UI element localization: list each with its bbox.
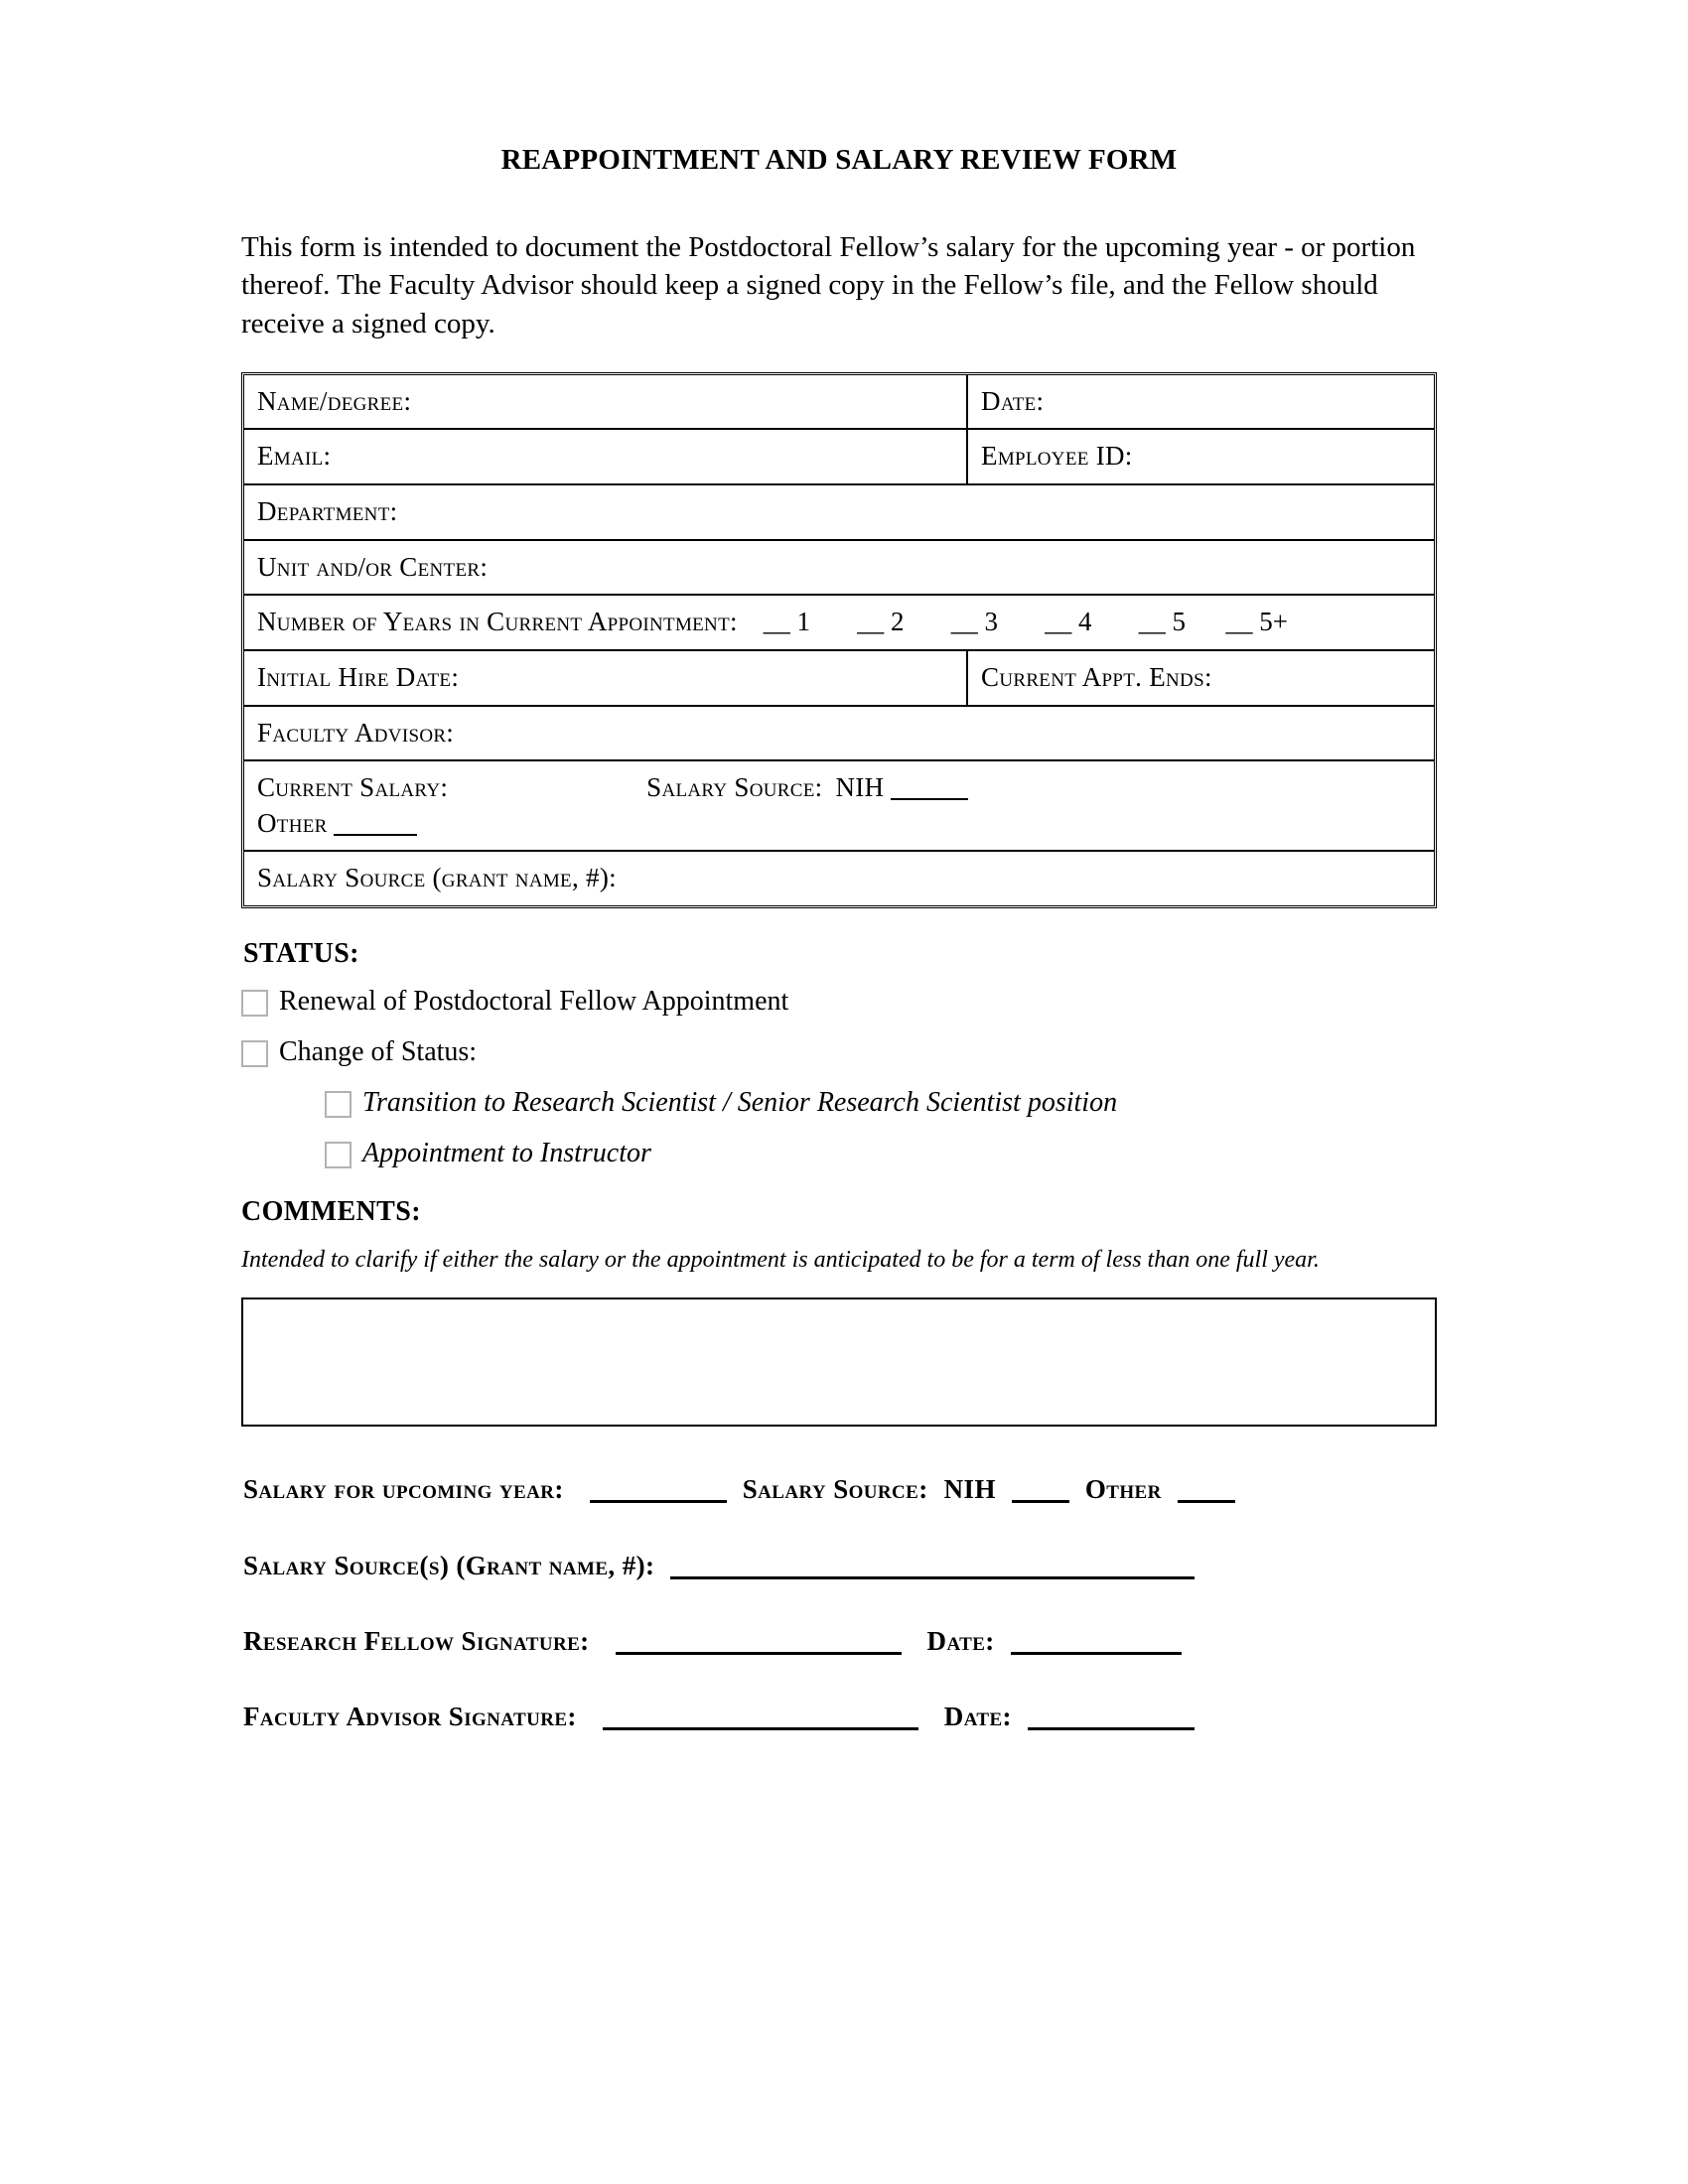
status-option-label: Renewal of Postdoctoral Fellow Appointment <box>279 986 789 1018</box>
table-row <box>244 539 1434 595</box>
research-fellow-date-label: Date: <box>926 1626 995 1657</box>
initial-hire-date-label: Initial Hire Date: <box>257 661 460 692</box>
bottom-other-blank[interactable] <box>1178 1500 1235 1503</box>
faculty-advisor-date-blank[interactable] <box>1028 1727 1195 1730</box>
salary-sources-grant-line <box>243 1547 1437 1584</box>
status-option-label: Transition to Research Scientist / Senior Research Scientist position <box>362 1087 1118 1119</box>
table-row <box>244 428 1434 483</box>
cell-name-degree[interactable] <box>244 375 966 429</box>
bottom-salary-source-label: Salary Source: <box>742 1474 928 1505</box>
date-label: Date: <box>981 385 1045 416</box>
bottom-section <box>241 1470 1437 1735</box>
table-row <box>244 594 1434 649</box>
status-options-list <box>241 984 1437 1170</box>
faculty-advisor-date-label: Date: <box>943 1702 1012 1732</box>
unit-center-label: Unit and/or Center: <box>257 551 489 582</box>
salary-source-label: Salary Source: <box>646 772 823 803</box>
status-option-label: Appointment to Instructor <box>362 1138 651 1169</box>
faculty-advisor-label: Faculty Advisor: <box>257 717 455 748</box>
name-degree-label: Name/degree: <box>257 385 412 416</box>
current-appt-ends-label: Current Appt. Ends: <box>981 661 1212 692</box>
cell-current-salary[interactable] <box>244 759 1434 850</box>
checkbox-icon[interactable] <box>325 1142 352 1168</box>
salary-source-nih-option[interactable]: NIH <box>835 772 885 803</box>
status-option-appointment-instructor[interactable] <box>325 1136 1437 1170</box>
email-label: Email: <box>257 441 332 472</box>
intro-paragraph: This form is intended to document the Postdoctoral Fellow’s salary for the upcoming year - or portion thereof. The Faculty Advisor should keep a signed copy in the Fellow’s file, and the Fellow should receive a signed copy. <box>241 231 1416 340</box>
salary-source-other-blank[interactable] <box>334 834 417 836</box>
department-label: Department: <box>257 496 398 527</box>
comments-heading: COMMENTS: <box>241 1196 421 1228</box>
status-option-renewal[interactable] <box>241 984 1437 1019</box>
bottom-nih-blank[interactable] <box>1012 1500 1069 1503</box>
page-title: REAPPOINTMENT AND SALARY REVIEW FORM <box>500 144 1178 176</box>
research-fellow-date-blank[interactable] <box>1011 1652 1182 1655</box>
research-fellow-signature-label: Research Fellow Signature: <box>243 1626 590 1657</box>
status-option-label: Change of Status: <box>279 1036 478 1068</box>
cell-date[interactable] <box>966 375 1434 429</box>
employee-id-label: Employee ID: <box>981 441 1133 472</box>
checkbox-icon[interactable] <box>325 1091 352 1118</box>
current-salary-label: Current Salary: <box>257 772 449 803</box>
cell-email[interactable] <box>244 428 966 483</box>
table-row <box>244 483 1434 539</box>
comments-note: Intended to clarify if either the salary or the appointment is anticipated to be for a term of less than one full year. <box>241 1247 1320 1274</box>
page-content <box>241 0 1437 1774</box>
cell-employee-id[interactable] <box>966 428 1434 483</box>
faculty-advisor-signature-label: Faculty Advisor Signature: <box>243 1702 577 1732</box>
cell-current-appt-ends[interactable] <box>966 649 1434 705</box>
years-options[interactable]: __ 1 __ 2 __ 3 __ 4 __ 5 __ 5+ <box>763 607 1289 637</box>
bottom-other-option[interactable]: Other <box>1084 1474 1162 1505</box>
salary-sources-grant-label: Salary Source(s) (Grant name, #): <box>243 1550 655 1580</box>
research-fellow-signature-blank[interactable] <box>616 1652 902 1655</box>
applicant-info-table <box>241 372 1437 908</box>
table-row <box>244 375 1434 429</box>
research-fellow-signature-line <box>243 1622 1437 1660</box>
salary-source-nih-blank[interactable] <box>891 798 968 800</box>
cell-years-in-appointment[interactable] <box>244 594 1434 649</box>
cell-unit-center[interactable] <box>244 539 1434 595</box>
salary-upcoming-label: Salary for upcoming year: <box>243 1474 564 1505</box>
years-label: Number of Years in Current Appointment: <box>257 607 738 637</box>
status-option-change-of-status[interactable] <box>241 1034 1437 1069</box>
salary-upcoming-blank[interactable] <box>590 1500 727 1503</box>
cell-initial-hire-date[interactable] <box>244 649 966 705</box>
salary-upcoming-line <box>243 1470 1437 1508</box>
bottom-nih-option[interactable]: NIH <box>943 1474 996 1505</box>
cell-salary-source-grant[interactable] <box>244 850 1434 905</box>
faculty-advisor-signature-line <box>243 1698 1437 1735</box>
table-row <box>244 759 1434 850</box>
table-row <box>244 850 1434 905</box>
comments-input-box[interactable] <box>241 1297 1437 1427</box>
table-row <box>244 705 1434 760</box>
table-row <box>244 649 1434 705</box>
checkbox-icon[interactable] <box>241 1040 268 1067</box>
status-heading: STATUS: <box>243 938 359 970</box>
checkbox-icon[interactable] <box>241 990 268 1017</box>
cell-department[interactable] <box>244 483 1434 539</box>
cell-faculty-advisor[interactable] <box>244 705 1434 760</box>
faculty-advisor-signature-blank[interactable] <box>603 1727 918 1730</box>
salary-source-other-option[interactable]: Other <box>257 807 328 838</box>
salary-sources-grant-blank[interactable] <box>670 1576 1195 1579</box>
status-option-transition-research-scientist[interactable] <box>325 1085 1437 1120</box>
salary-source-grant-label: Salary Source (grant name, #): <box>257 863 617 893</box>
